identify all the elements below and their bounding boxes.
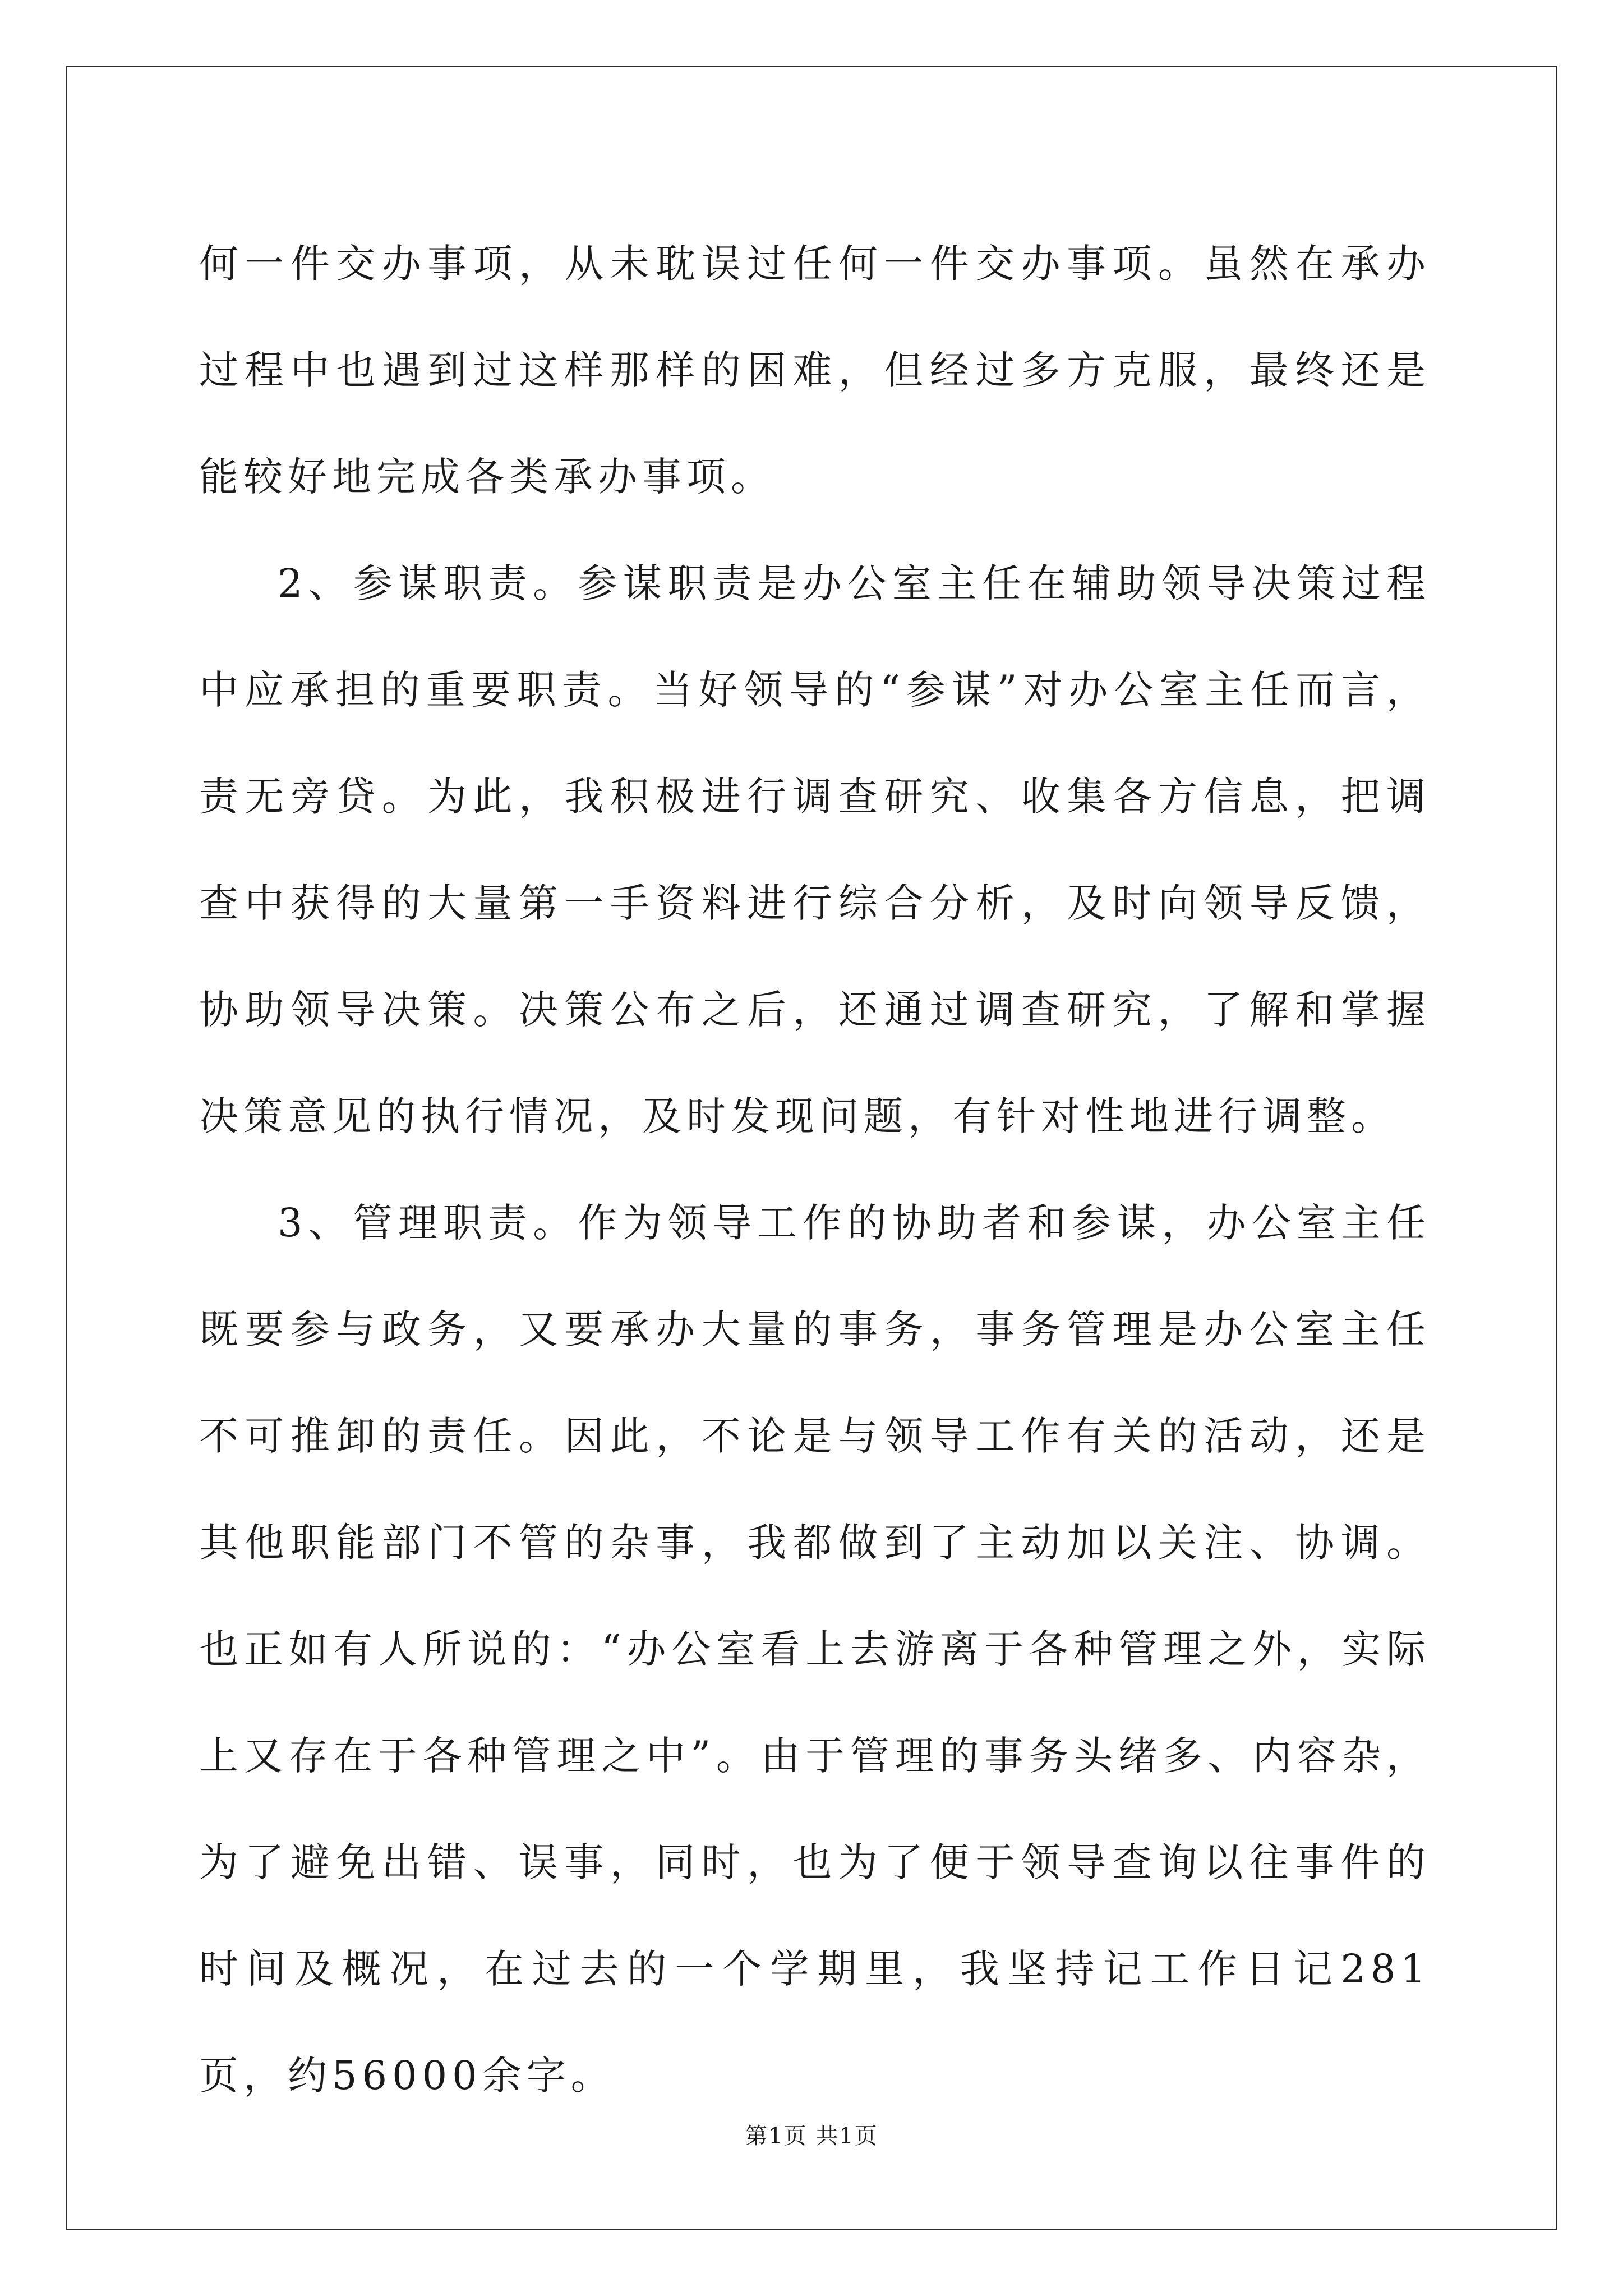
paragraph-management-duty: 3、管理职责。作为领导工作的协助者和参谋，办公室主任既要参与政务，又要承办大量的事务，事务管理是办公室主任不可推卸的责任。因此，不论是与领导工作有关的活动，还是其他职能部门不管的杂事，我都做到了主动加以关注、协调。也正如有人所说的：“办公室看上去游离于各种管理之外，实际上又存在于各种管理之中”。由于管理的事务头绪多、内容杂，为了避免出错、误事，同时，也为了便于领导查询以往事件的时间及概况，在过去的一个学期里，我坚持记工作日记281页，约56000余字。 — [199, 1200, 1431, 2099]
page-number: 第1页 共1页 — [745, 2123, 878, 2149]
paragraph-continuation: 何一件交办事项，从未耽误过任何一件交办事项。虽然在承办过程中也遇到过这样那样的困难，但经过多方克服，最终还是能较好地完成各类承办事项。 — [199, 241, 1431, 500]
paragraph-advisor-duty: 2、参谋职责。参谋职责是办公室主任在辅助领导决策过程中应承担的重要职责。当好领导的“参谋”对办公室主任而言，责无旁贷。为此，我积极进行调查研究、收集各方信息，把调查中获得的大量第一手资料进行综合分析，及时向领导反馈，协助领导决策。决策公布之后，还通过调查研究，了解和掌握决策意见的执行情况，及时发现问题，有针对性地进行调整。 — [199, 560, 1431, 1139]
document-body — [199, 210, 1431, 2129]
